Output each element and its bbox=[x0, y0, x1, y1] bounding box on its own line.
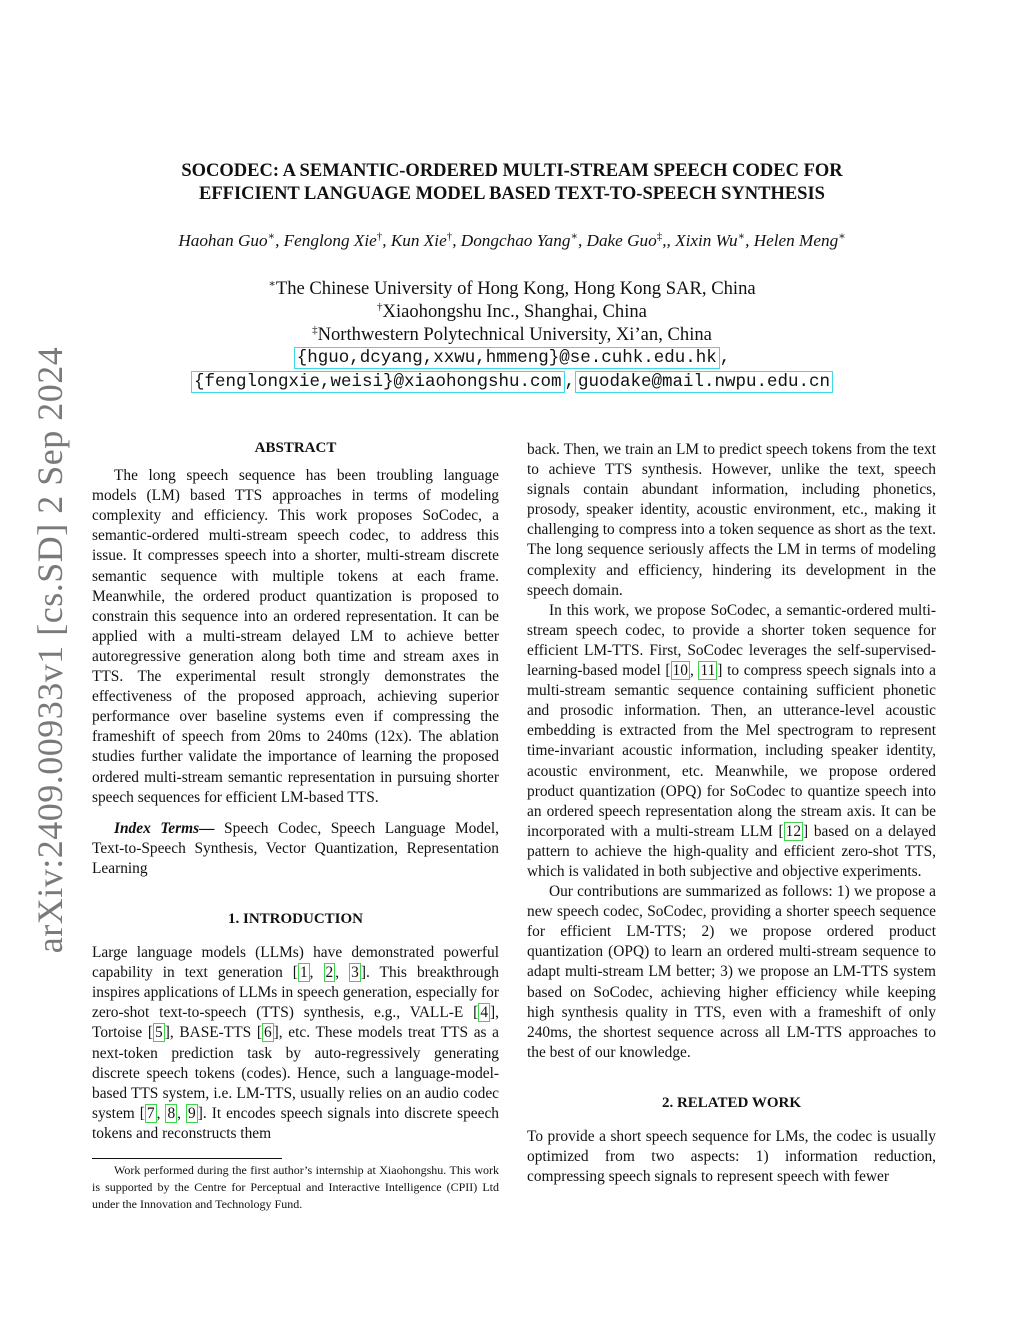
footnote-rule bbox=[92, 1158, 282, 1159]
arxiv-identifier bbox=[18, 346, 82, 954]
author: Fenglong Xie†, bbox=[283, 230, 391, 250]
citation-link[interactable]: 10 bbox=[672, 662, 688, 680]
index-terms-label: Index Terms— bbox=[114, 819, 215, 837]
index-terms-text: Speech Codec, Speech Language Model, Text-to-Speech Synthesis, Vector Quantization, Representation Learning bbox=[92, 819, 499, 877]
email-link-cuhk[interactable]: {hguo,dcyang,xxwu,hmmeng}@se.cuhk.edu.hk bbox=[294, 347, 720, 369]
citation-link[interactable]: 2 bbox=[325, 964, 334, 982]
left-column bbox=[92, 438, 499, 1144]
related-work-text: To provide a short speech sequence for LMs, the codec is usually optimized from two aspects: 1) information reduction, compressing speech signals to represent speech with fewer bbox=[527, 1128, 936, 1186]
author: Xixin Wu∗, bbox=[675, 230, 754, 250]
citation-link[interactable]: 7 bbox=[146, 1104, 155, 1122]
related-work-heading: 2. RELATED WORK bbox=[661, 1094, 802, 1111]
affiliation-nwpu: ‡Northwestern Polytechnical University, Xi’an, China bbox=[312, 323, 712, 345]
author: Helen Meng∗ bbox=[753, 230, 846, 250]
citation-link[interactable]: 3 bbox=[351, 964, 359, 982]
email-link-nwpu[interactable]: guodake@mail.nwpu.edu.cn bbox=[575, 371, 833, 393]
citation-link[interactable]: 1 bbox=[299, 964, 308, 982]
citation-link[interactable]: 11 bbox=[700, 662, 716, 680]
paper-title bbox=[100, 160, 924, 206]
email-row-1: {hguo,dcyang,xxwu,hmmeng}@se.cuhk.edu.hk , bbox=[60, 348, 964, 368]
introduction-paragraph-2: In this work, we propose SoCodec, a semantic-ordered multi-stream speech codec, to provide a shorter token sequence for efficient LM-TTS. First, SoCodec leverages the self-supervised-learning-based model [ 10 , 11 ] to compress speech signals into a multi-stream semantic sequence containing sufficient phonetic and prosodic information. Then, an utterance-level acoustic embedding is extracted from the Mel spectrogram to represent time-invariant acoustic information, including speaker identity, acoustic environment, etc. Meanwhile, we propose ordered product quantization (OPQ) for SoCodec to quantize speech into an ordered speech representation along the stream axis. It can be incorporated with a multi-stream LLM [ 12 ] based on a delayed pattern to achieve the high-quality and efficient zero-shot TTS, which is validated in both subjective and objective experiments. bbox=[527, 601, 936, 880]
author: Haohan Guo∗, bbox=[178, 230, 284, 250]
footnote bbox=[92, 1162, 499, 1213]
citation-link[interactable]: 8 bbox=[167, 1104, 176, 1122]
title-line-1: SOCODEC: A SEMANTIC-ORDERED MULTI-STREAM SPEECH CODEC FOR bbox=[181, 161, 843, 181]
footnote-text: Work performed during the first author’s internship at Xiaohongshu. This work is supported by the Centre for Perceptual and Interactive Intelligence (CPII) Ltd under the Innovation and Technology Fund. bbox=[92, 1163, 499, 1211]
arxiv-id-text: arXiv:2409.00933v1 [cs.SD] 2 Sep 2024 bbox=[30, 346, 70, 954]
author: Dongchao Yang∗, bbox=[460, 230, 587, 250]
contributions-paragraph: Our contributions are summarized as follows: 1) we propose a new speech codec, SoCodec, providing a shorter speech sequence for efficient LM-TTS; 2) we propose ordered product quantization (OPQ) to learn an ordered multi-stream sequence to adapt multi-stream LM better; 3) we propose an LM-TTS system based on SoCodec, achieving higher efficiency while keeping high synthesis quality in TTS, even with a frameshift of only 240ms, the shortest sequence across all LM-TTS approaches to the best of our knowledge. bbox=[527, 883, 936, 1061]
title-line-2: EFFICIENT LANGUAGE MODEL BASED TEXT-TO-SPEECH SYNTHESIS bbox=[199, 184, 825, 204]
introduction-continued: back. Then, we train an LM to predict speech tokens from the text to achieve TTS synthesis. However, unlike the text, speech signals contain abundant information, including phonetics, prosody, speaker identity, acoustic environment, etc., making it challenging to compress into a token sequence as short as the text. The long sequence seriously affects the LM in terms of modeling complexity and efficiency, hindering its development in the speech domain. bbox=[527, 441, 936, 599]
citation-link[interactable]: 12 bbox=[785, 822, 802, 840]
affiliation-cuhk: ∗The Chinese University of Hong Kong, Hong Kong SAR, China bbox=[268, 277, 756, 299]
abstract-text: The long speech sequence has been troubling language models (LM) based TTS approaches in terms of modeling complexity and efficiency. This work proposes SoCodec, a semantic-ordered multi-stream speech codec, to address this issue. It compresses speech into a shorter, multi-stream discrete semantic sequence with multiple tokens at each frame. Meanwhile, the ordered product quantization is proposed to constrain this sequence into an ordered representation. It can be applied with a multi-stream delayed LM to achieve better autoregressive generation along both time and stream axes in TTS. The experimental result strongly demonstrates the effectiveness of the proposed approach, achieving superior performance over baseline systems even if compressing the frameshift of speech from 20ms to 240ms (12x). The ablation studies further validate the importance of learning the proposed ordered multi-stream semantic representation in pursuing shorter speech sequences for efficient LM-based TTS. bbox=[92, 467, 499, 806]
citation-link[interactable]: 9 bbox=[188, 1104, 196, 1122]
citation-link[interactable]: 6 bbox=[263, 1024, 272, 1042]
introduction-paragraph-1: Large language models (LLMs) have demonstrated powerful capability in text generation [ 1 , 2 , 3 ]. This breakthrough inspires applications of LLMs in speech generation, especially for zero-shot text-to-speech (TTS) synthesis, e.g., VALL-E [ 4 ], Tortoise [ 5 ], BASE-TTS [ 6 ], etc. These models treat TTS as a next-token prediction task by auto-regressively generating discrete speech tokens (codes). Hence, such a language-model-based TTS system, i.e. LM-TTS, usually relies on an audio codec system [ 7 , 8 , 9 ]. It encodes speech signals into discrete speech tokens and reconstructs them bbox=[92, 944, 500, 1142]
author: Kun Xie†, bbox=[390, 230, 461, 250]
abstract-heading: ABSTRACT bbox=[254, 440, 337, 456]
author-list bbox=[60, 231, 964, 251]
index-terms bbox=[92, 819, 499, 879]
introduction-heading: 1. INTRODUCTION bbox=[227, 910, 363, 927]
affiliation-xiaohongshu: †Xiaohongshu Inc., Shanghai, China bbox=[377, 300, 647, 322]
citation-link[interactable]: 5 bbox=[155, 1024, 163, 1042]
right-column bbox=[527, 440, 936, 1187]
email-row-2: {fenglongxie,weisi}@xiaohongshu.com , guodake@mail.nwpu.edu.cn bbox=[60, 372, 964, 392]
email-link-xiaohongshu[interactable]: {fenglongxie,weisi}@xiaohongshu.com bbox=[191, 371, 565, 393]
citation-link[interactable]: 4 bbox=[480, 1004, 489, 1022]
author: Dake Guo‡,, bbox=[586, 230, 676, 250]
